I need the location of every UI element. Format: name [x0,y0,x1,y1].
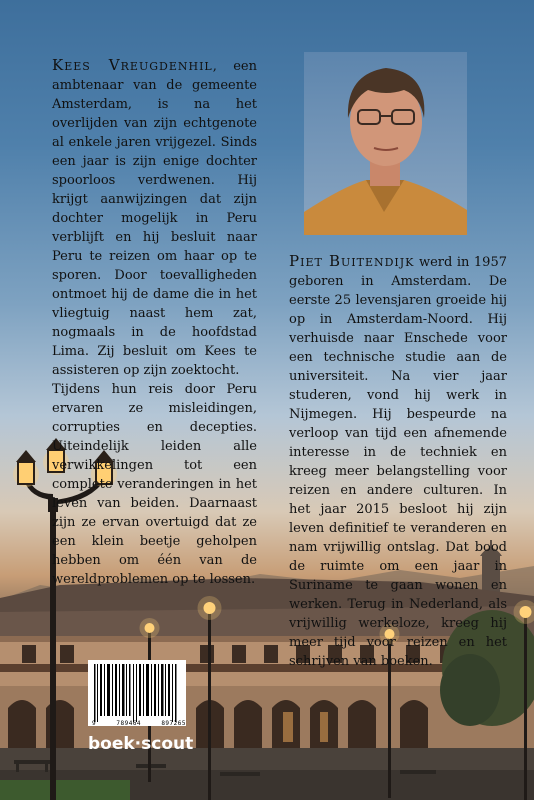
main-character-name: Kees Vreugdenhil [52,56,213,74]
synopsis-paragraph-2: Tijdens hun reis door Peru ervaren ze misleidingen, corrupties en decepties. Uiteindelijk leiden alle verwikkelingen tot een complete veranderingen in het leven van beiden. Daarnaast zijn ze ervan overtuigd dat ze een klein beetje geholpen hebben om één van de wereldproblemen op te lossen. [52,382,257,587]
synopsis-paragraph-1: , een ambtenaar van de gemeente Amsterdam, is na het overlijden van zijn echtgenote al enkele jaren vrijgezel. Sinds een jaar is zijn enige dochter spoorloos verdwenen. Hij krijgt aanwijzingen dat zijn dochter mogelijk in Peru verblijft en hij besluit naar Peru te reizen om haar op te sporen. Door toevalligheden ontmoet hij de dame die in het vliegtuig naast hem zat, nogmaals in de hoofdstad Lima. Zij besluit om Kees te assisteren op zijn zoektocht. [52,59,257,378]
isbn-digit-group: 9 [92,720,97,727]
isbn-number [92,720,186,727]
author-photo [304,52,467,235]
synopsis-text [52,56,257,589]
isbn-digit-group: 897265 [161,720,186,727]
isbn-barcode [88,660,186,726]
author-name: Piet Buitendijk [289,252,415,270]
publisher-logo: boek·scout [88,734,194,754]
barcode-bars [88,660,186,726]
author-bio [289,252,507,671]
isbn-digit-group: 789464 [116,720,142,727]
author-bio-text: werd in 1957 geboren in Amsterdam. De eerste 25 levensjaren groeide hij op in Amsterdam-Noord. Hij verhuisde naar Enschede voor een technische studie aan de universiteit. Na vier jaar studeren, vond hij werk in Nijmegen. Hij bespeurde na verloop van tijd een afnemende interesse in de techniek en kreeg meer belangstelling voor reizen en andere culturen. In het jaar 2015 besloot hij zijn leven definitief te veranderen en nam vrijwillig ontslag. Dat bood de ruimte om een jaar in Suriname te gaan wonen en werken. Terug in Nederland, als vrijwillig werkeloze, kreeg hij meer tijd voor reizen en het schrijven van boeken. [289,255,507,669]
